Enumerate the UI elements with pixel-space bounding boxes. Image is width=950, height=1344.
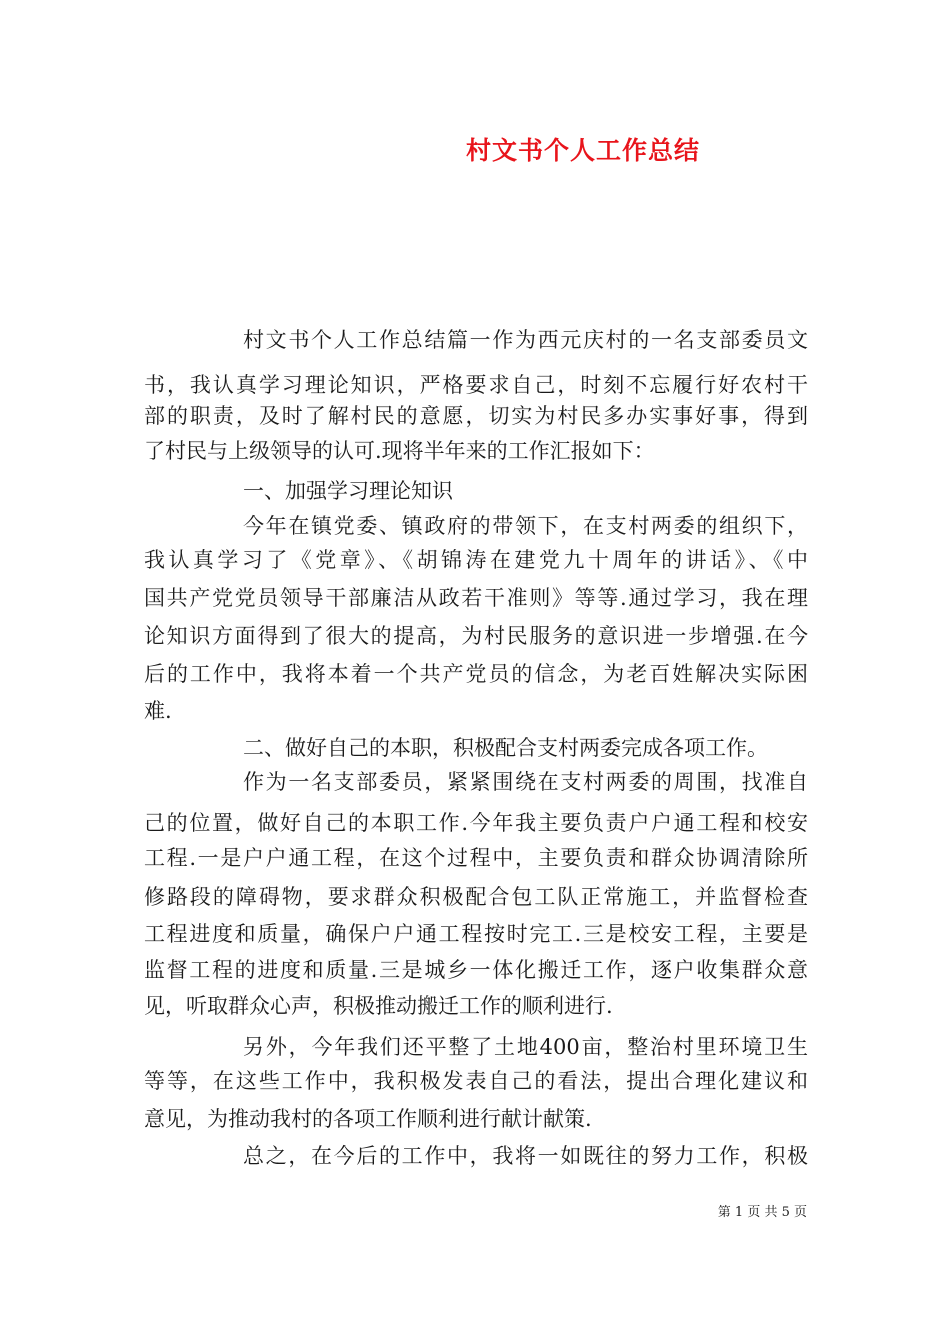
- paragraph-line: 另外，今年我们还平整了土地400亩，整治村里环境卫生: [243, 1035, 808, 1059]
- section-heading: 二、做好自己的本职，积极配合支村两委完成各项工作。: [243, 736, 768, 760]
- paragraph-line: 了村民与上级领导的认可.现将半年来的工作汇报如下：: [144, 439, 655, 463]
- paragraph-line: 我认真学习了《党章》、《胡锦涛在建党九十周年的讲话》、《中: [144, 548, 808, 572]
- paragraph-line: 难.: [144, 699, 172, 723]
- paragraph-line: 后的工作中，我将本着一个共产党员的信念，为老百姓解决实际困: [144, 662, 808, 686]
- paragraph-line: 部的职责，及时了解村民的意愿，切实为村民多办实事好事，得到: [144, 404, 808, 428]
- paragraph-line: 今年在镇党委、镇政府的带领下，在支村两委的组织下，: [243, 514, 808, 538]
- paragraph-line: 修路段的障碍物，要求群众积极配合包工队正常施工，并监督检查: [144, 885, 808, 909]
- paragraph-line: 意见，为推动我村的各项工作顺利进行献计献策.: [144, 1107, 592, 1131]
- page-number: 第 1 页 共 5 页: [717, 1205, 807, 1220]
- paragraph-line: 己的位置，做好自己的本职工作.今年我主要负责户户通工程和校安: [144, 811, 808, 835]
- paragraph-line: 工程.一是户户通工程，在这个过程中，主要负责和群众协调清除所: [144, 846, 808, 870]
- paragraph-line: 国共产党党员领导干部廉洁从政若干准则》等等.通过学习，我在理: [144, 586, 808, 610]
- paragraph-line: 工程进度和质量，确保户户通工程按时完工.三是校安工程，主要是: [144, 922, 808, 946]
- paragraph-line: 村文书个人工作总结篇一作为西元庆村的一名支部委员文: [243, 328, 808, 352]
- paragraph-line: 总之，在今后的工作中，我将一如既往的努力工作，积极: [243, 1144, 808, 1168]
- paragraph-line: 论知识方面得到了很大的提高，为村民服务的意识进一步增强.在今: [144, 624, 808, 648]
- page-title: 村文书个人工作总结: [465, 136, 700, 165]
- paragraph-line: 书，我认真学习理论知识，严格要求自己，时刻不忘履行好农村干: [144, 373, 808, 397]
- paragraph-line: 作为一名支部委员，紧紧围绕在支村两委的周围，找准自: [243, 770, 808, 794]
- paragraph-line: 等等，在这些工作中，我积极发表自己的看法，提出合理化建议和: [144, 1069, 808, 1093]
- section-heading: 一、加强学习理论知识: [243, 479, 453, 503]
- paragraph-line: 监督工程的进度和质量.三是城乡一体化搬迁工作，逐户收集群众意: [144, 958, 808, 982]
- paragraph-line: 见，听取群众心声，积极推动搬迁工作的顺利进行.: [144, 994, 613, 1018]
